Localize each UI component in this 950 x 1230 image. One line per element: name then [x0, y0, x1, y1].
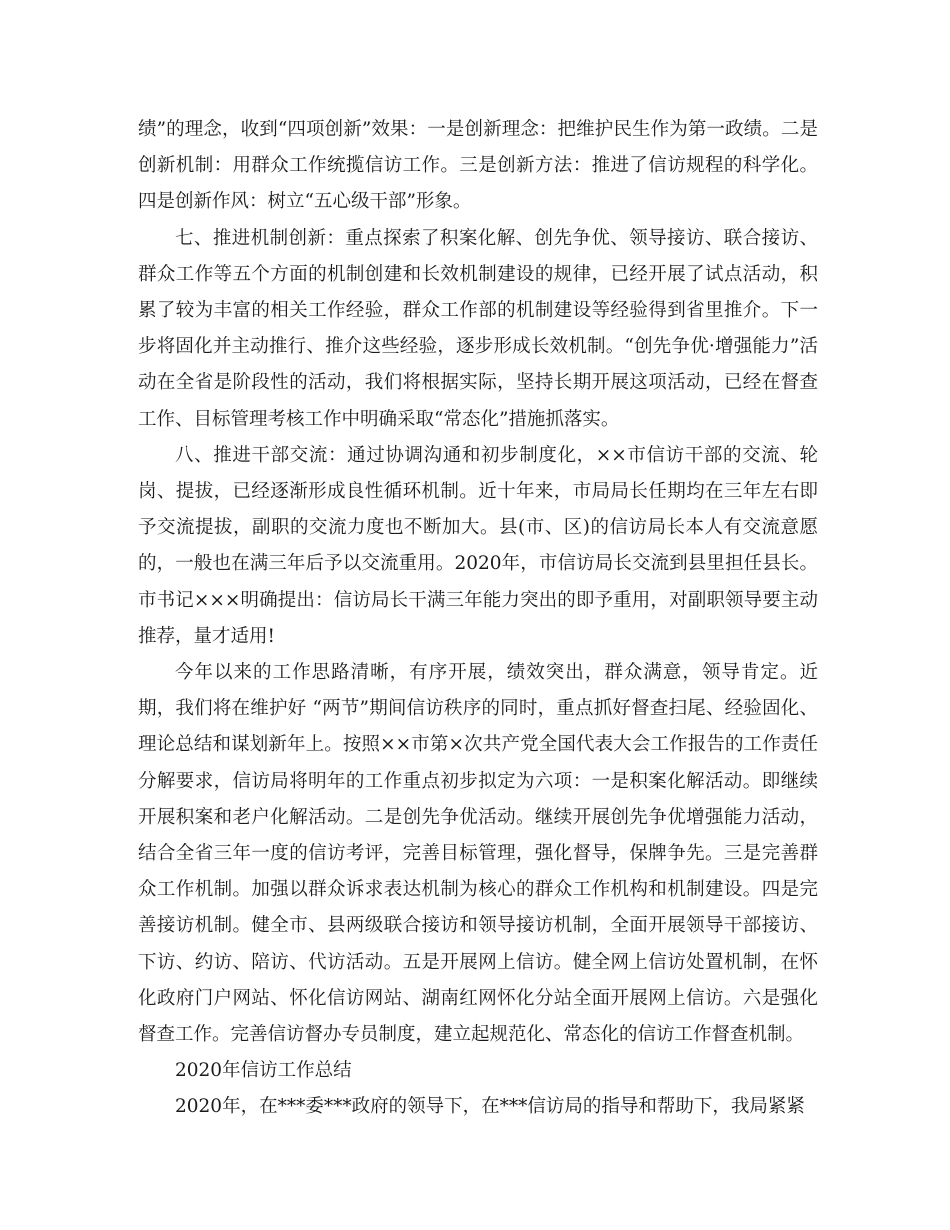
paragraph-mechanism-innovation: 七、推进机制创新：重点探索了积案化解、创先争优、领导接访、联合接访、群众工作等五个方面的机制创建和长效机制建设的规律，已经开展了试点活动，积累了较为丰富的相关工作经验，群众工作部的机制建设等经验得到省里推介。下一步将固化并主动推行、推介这些经验，逐步形成长效机制。“创先争优·增强能力”活动在全省是阶段性的活动，我们将根据实际，坚持长期开展这项活动，已经在督查工作、目标管理考核工作中明确采取“常态化”措施抓落实。	[138, 227, 818, 430]
paragraph-continuation: 绩”的理念，收到“四项创新”效果：一是创新理念：把维护民生作为第一政绩。二是创新机制：用群众工作统揽信访工作。三是创新方法：推进了信访规程的科学化。四是创新作风：树立“五心级干部”形象。	[138, 119, 818, 213]
paragraph-summary-intro: 2020年，在***委***政府的领导下，在***信访局的指导和帮助下，我局紧紧	[175, 1096, 805, 1118]
paragraph-cadre-exchange: 八、推进干部交流：通过协调沟通和初步制度化，××市信访干部的交流、轮岗、提拔，已经逐渐形成良性循环机制。近十年来，市局局长任期均在三年左右即予交流提拔，副职的交流力度也不断加大。县(市、区)的信访局长本人有交流意愿的，一般也在满三年后予以交流重用。2020年，市信访局长交流到县里担任县长。市书记×××明确提出：信访局长干满三年能力突出的即予重用，对副职领导要主动推荐，量才适用!	[138, 444, 818, 647]
document-body	[138, 112, 818, 1126]
paragraph-work-plan: 今年以来的工作思路清晰，有序开展，绩效突出，群众满意，领导肯定。近期，我们将在维护好 “两节”期间信访秩序的同时，重点抓好督查扫尾、经验固化、理论总结和谋划新年上。按照××市第×次共产党全国代表大会工作报告的工作责任分解要求，信访局将明年的工作重点初步拟定为六项：一是积案化解活动。即继续开展积案和老户化解活动。二是创先争优活动。继续开展创先争优增强能力活动，结合全省三年一度的信访考评，完善目标管理，强化督导，保牌争先。三是完善群众工作机制。加强以群众诉求表达机制为核心的群众工作机构和机制建设。四是完善接访机制。健全市、县两级联合接访和领导接访机制，全面开展领导干部接访、下访、约访、陪访、代访活动。五是开展网上信访。健全网上信访处置机制，在怀化政府门户网站、怀化信访网站、湖南红网怀化分站全面开展网上信访。六是强化督查工作。完善信访督办专员制度，建立起规范化、常态化的信访工作督查机制。	[138, 662, 818, 1046]
section-title: 2020年信访工作总结	[175, 1060, 352, 1082]
